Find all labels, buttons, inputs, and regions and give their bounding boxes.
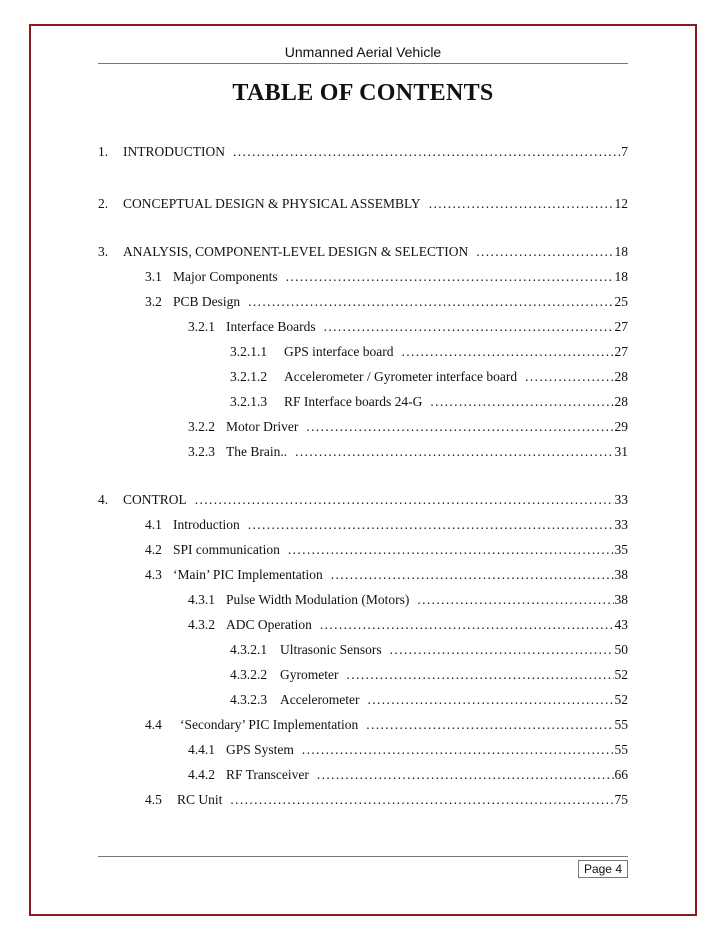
- toc-entry-4-4[interactable]: 4.4 ‘Secondary’ PIC Implementation . . . 55: [145, 716, 628, 734]
- toc-entry-3-2-2[interactable]: 3.2.2 Motor Driver . . . 29: [188, 418, 628, 436]
- toc-entry-4-4-2[interactable]: 4.4.2 RF Transceiver . . . 66: [188, 766, 628, 784]
- toc-entry-4-2[interactable]: 4.2 SPI communication . . . 35: [145, 541, 628, 559]
- toc-entry-4-3-1[interactable]: 4.3.1 Pulse Width Modulation (Motors) . . . 38: [188, 591, 628, 609]
- toc-entry-3-2-1-2[interactable]: 3.2.1.2 Accelerometer / Gyrometer interface board . . . 28: [230, 368, 628, 386]
- footer-rule: [98, 856, 628, 857]
- toc-entry-3-2[interactable]: 3.2 PCB Design . . . 25: [145, 293, 628, 311]
- toc-entry-4-1[interactable]: 4.1 Introduction . . . 33: [145, 516, 628, 534]
- toc-entry-3-2-1-1[interactable]: 3.2.1.1 GPS interface board . . . 27: [230, 343, 628, 361]
- header-rule: [98, 63, 628, 64]
- toc-entry-4-3-2-1[interactable]: 4.3.2.1 Ultrasonic Sensors . . . 50: [230, 641, 628, 659]
- toc-entry-4-3-2[interactable]: 4.3.2 ADC Operation . . . 43: [188, 616, 628, 634]
- toc-entry-4[interactable]: 4. CONTROL . . . 33: [98, 491, 628, 509]
- toc-entry-1[interactable]: 1. INTRODUCTION . . . 7: [98, 143, 628, 161]
- toc-entry-3-2-1-3[interactable]: 3.2.1.3 RF Interface boards 24-G . . . 28: [230, 393, 628, 411]
- toc-entry-4-3[interactable]: 4.3 ‘Main’ PIC Implementation . . . 38: [145, 566, 628, 584]
- toc-entry-4-4-1[interactable]: 4.4.1 GPS System . . . 55: [188, 741, 628, 759]
- toc-entry-4-5[interactable]: 4.5 RC Unit . . . 75: [145, 791, 628, 809]
- running-header: Unmanned Aerial Vehicle: [284, 44, 442, 60]
- page-number: Page 4: [578, 860, 628, 878]
- toc-entry-4-3-2-2[interactable]: 4.3.2.2 Gyrometer . . . 52: [230, 666, 628, 684]
- toc-entry-3[interactable]: 3. ANALYSIS, COMPONENT-LEVEL DESIGN & SELECTION . . . 18: [98, 243, 628, 261]
- toc-entry-3-2-3[interactable]: 3.2.3 The Brain.. . . . 31: [188, 443, 628, 461]
- toc-entry-2[interactable]: 2. CONCEPTUAL DESIGN & PHYSICAL ASSEMBLY . . . 12: [98, 195, 628, 213]
- toc-title: TABLE OF CONTENTS: [232, 80, 494, 106]
- toc-entry-3-2-1[interactable]: 3.2.1 Interface Boards . . . 27: [188, 318, 628, 336]
- toc-entry-4-3-2-3[interactable]: 4.3.2.3 Accelerometer . . . 52: [230, 691, 628, 709]
- toc-entry-3-1[interactable]: 3.1 Major Components . . . 18: [145, 268, 628, 286]
